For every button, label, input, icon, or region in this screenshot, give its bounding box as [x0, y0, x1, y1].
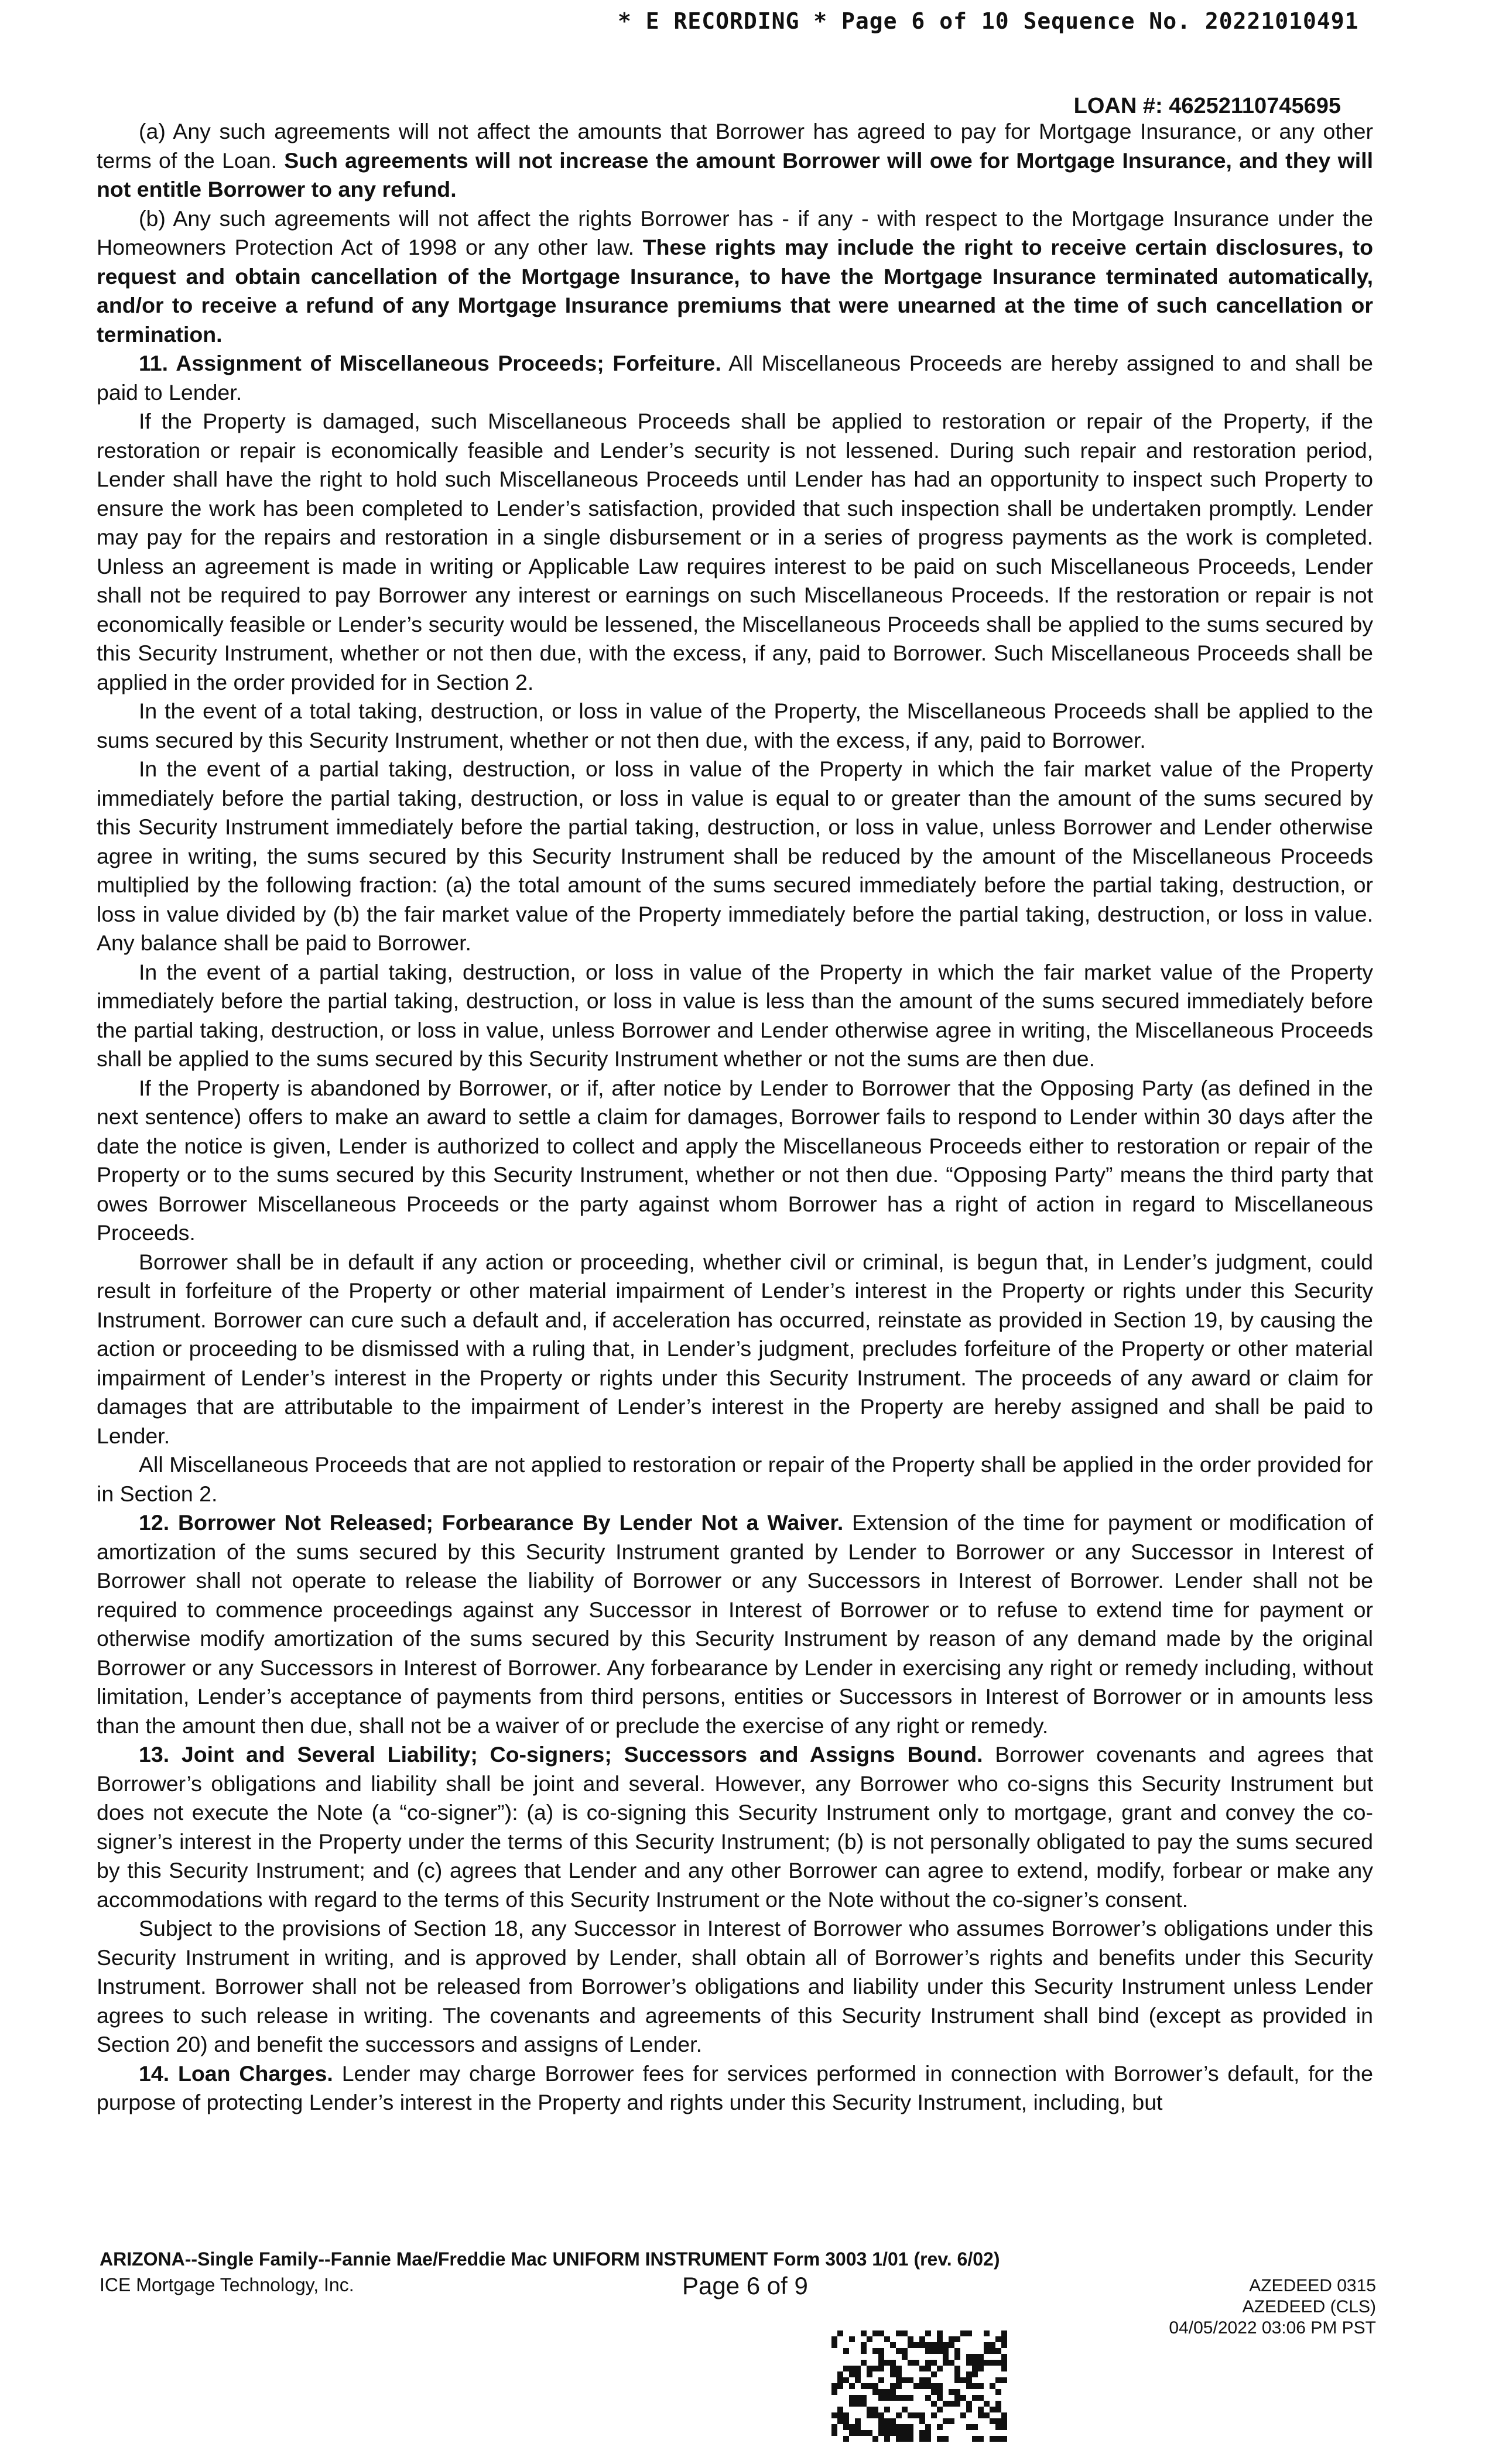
paragraph-a: (a) Any such agreements will not affect the amounts that Borrower has agreed to pay for Mortgage Insurance, or any other terms of the Loan. Such agreements will not increase the amount Borrower will owe for Mortgage Insurance, and they will not entitle Borrower to any refund.	[97, 119, 1373, 201]
qr-barcode-icon	[831, 2330, 1007, 2442]
recording-header: * E RECORDING * Page 6 of 10 Sequence No. 20221010491	[618, 8, 1359, 34]
form-code: AZEDEED 0315	[1249, 2276, 1376, 2295]
loan-number: LOAN #: 46252110745695	[1073, 94, 1341, 118]
paragraph-b: (b) Any such agreements will not affect the rights Borrower has - if any - with respect to the Mortgage Insurance under the Homeowners Protection Act of 1998 or any other law. These rights may include the right to receive certain disclosures, to request and obtain cancellation of the Mortgage Insurance, to have the Mortgage Insurance terminated automatically, and/or to receive a refund of any Mortgage Insurance premiums that were unearned at the time of such cancellation or termination.	[97, 206, 1373, 347]
section-14: 14. Loan Charges. Lender may charge Borrower fees for services performed in connection with Borrower’s default, for the purpose of protecting Lender’s interest in the Property and rights under this Security Instrument, including, but	[97, 2061, 1373, 2114]
section-11-paragraph: In the event of a total taking, destruction, or loss in value of the Property, the Miscellaneous Proceeds shall be applied to the sums secured by this Security Instrument, whether or not then due, with the excess, if any, paid to Borrower.	[97, 699, 1373, 752]
document-body	[97, 117, 1373, 2117]
section-11-heading: 11. Assignment of Miscellaneous Proceeds; Forfeiture.	[139, 351, 721, 375]
section-11: 11. Assignment of Miscellaneous Proceeds; Forfeiture. All Miscellaneous Proceeds are hereby assigned to and shall be paid to Lender.	[97, 351, 1373, 405]
section-11-paragraph: If the Property is abandoned by Borrower, or if, after notice by Lender to Borrower that the Opposing Party (as defined in the next sentence) offers to make an award to settle a claim for damages, Borrower fails to respond to Lender within 30 days after the date the notice is given, Lender is authorized to collect and apply the Miscellaneous Proceeds either to restoration or repair of the Property or to the sums secured by this Security Instrument, whether or not then due. “Opposing Party” means the third party that owes Borrower Miscellaneous Proceeds or the party against whom Borrower has a right of action in regard to Miscellaneous Proceeds.	[97, 1075, 1373, 1245]
form-code-cls: AZEDEED (CLS)	[1242, 2297, 1376, 2316]
section-11-paragraph: In the event of a partial taking, destruction, or loss in value of the Property in which the fair market value of the Property immediately before the partial taking, destruction, or loss in value is equal to or greater than the amount of the sums secured by this Security Instrument immediately before the partial taking, destruction, or loss in value, unless Borrower and Lender otherwise agree in writing, the sums secured by this Security Instrument shall be reduced by the amount of the Miscellaneous Proceeds multiplied by the following fraction: (a) the total amount of the sums secured immediately before the partial taking, destruction, or loss in value divided by (b) the fair market value of the Property immediately before the partial taking, destruction, or loss in value. Any balance shall be paid to Borrower.	[97, 757, 1373, 955]
section-13-paragraph: Subject to the provisions of Section 18, any Successor in Interest of Borrower who assumes Borrower’s obligations under this Security Instrument in writing, and is approved by Lender, shall obtain all of Borrower’s rights and benefits under this Security Instrument. Borrower shall not be released from Borrower’s obligations and liability under this Security Instrument unless Lender agrees to such release in writing. The covenants and agreements of this Security Instrument shall bind (except as provided in Section 20) and benefit the successors and assigns of Lender.	[97, 1916, 1373, 2056]
section-14-heading: 14. Loan Charges.	[139, 2061, 333, 2086]
company-name: ICE Mortgage Technology, Inc.	[100, 2274, 354, 2295]
section-11-paragraph: If the Property is damaged, such Miscellaneous Proceeds shall be applied to restoration or repair of the Property, if the restoration or repair is economically feasible and Lender’s security is not lessened. During such repair and restoration period, Lender shall have the right to hold such Miscellaneous Proceeds until Lender has had an opportunity to inspect such Property to ensure the work has been completed to Lender’s satisfaction, provided that such inspection shall be undertaken promptly. Lender may pay for the repairs and restoration in a single disbursement or in a series of progress payments as the work is completed. Unless an agreement is made in writing or Applicable Law requires interest to be paid on such Miscellaneous Proceeds, Lender shall not be required to pay Borrower any interest or earnings on such Miscellaneous Proceeds. If the restoration or repair is not economically feasible or Lender’s security would be lessened, the Miscellaneous Proceeds shall be applied to the sums secured by this Security Instrument, whether or not then due, with the excess, if any, paid to Borrower. Such Miscellaneous Proceeds shall be applied in the order provided for in Section 2.	[97, 409, 1373, 694]
print-datetime: 04/05/2022 03:06 PM PST	[1169, 2318, 1376, 2338]
page-number: Page 6 of 9	[682, 2272, 808, 2299]
section-13-heading: 13. Joint and Several Liability; Co-signers; Successors and Assigns Bound.	[139, 1742, 983, 1767]
section-11-paragraph: In the event of a partial taking, destruction, or loss in value of the Property in which the fair market value of the Property immediately before the partial taking, destruction, or loss in value is less than the amount of the sums secured immediately before the partial taking, destruction, or loss in value, unless Borrower and Lender otherwise agree in writing, the Miscellaneous Proceeds shall be applied to the sums secured by this Security Instrument whether or not the sums are then due.	[97, 959, 1373, 1071]
form-title: ARIZONA--Single Family--Fannie Mae/Freddie Mac UNIFORM INSTRUMENT Form 3003 1/01 (rev. 6/02)	[100, 2249, 1000, 2270]
section-11-paragraph: All Miscellaneous Proceeds that are not applied to restoration or repair of the Property shall be applied in the order provided for in Section 2.	[97, 1452, 1373, 1506]
section-12: 12. Borrower Not Released; Forbearance By Lender Not a Waiver. Extension of the time for payment or modification of amortization of the sums secured by this Security Instrument granted by Lender to Borrower or any Successor in Interest of Borrower shall not operate to release the liability of Borrower or any Successors in Interest of Borrower. Lender shall not be required to commence proceedings against any Successor in Interest of Borrower or to refuse to extend time for payment or otherwise modify amortization of the sums secured by this Security Instrument by reason of any demand made by the original Borrower or any Successors in Interest of Borrower. Any forbearance by Lender in exercising any right or remedy including, without limitation, Lender’s acceptance of payments from third persons, entities or Successors in Interest of Borrower or in amounts less than the amount then due, shall not be a waiver of or preclude the exercise of any right or remedy.	[97, 1510, 1374, 1738]
section-13: 13. Joint and Several Liability; Co-signers; Successors and Assigns Bound. Borrower covenants and agrees that Borrower’s obligations and liability shall be joint and several. However, any Borrower who co-signs this Security Instrument but does not execute the Note (a “co-signer”): (a) is co-signing this Security Instrument only to mortgage, grant and convey the co-signer’s interest in the Property under the terms of this Security Instrument; (b) is not personally obligated to pay the sums secured by this Security Instrument; and (c) agrees that Lender and any other Borrower can agree to extend, modify, forbear or make any accommodations with regard to the terms of this Security Instrument or the Note without the co-signer’s consent.	[97, 1742, 1373, 1912]
form-codes	[1169, 2275, 1376, 2339]
section-12-heading: 12. Borrower Not Released; Forbearance By Lender Not a Waiver.	[139, 1510, 844, 1535]
section-11-paragraph: Borrower shall be in default if any action or proceeding, whether civil or criminal, is begun that, in Lender’s judgment, could result in forfeiture of the Property or other material impairment of Lender’s interest in the Property or rights under this Security Instrument. Borrower can cure such a default and, if acceleration has occurred, reinstate as provided in Section 19, by causing the action or proceeding to be dismissed with a ruling that, in Lender’s judgment, precludes forfeiture of the Property or other material impairment of Lender’s interest in the Property or rights under this Security Instrument. The proceeds of any award or claim for damages that are attributable to the impairment of Lender’s interest in the Property are hereby assigned and shall be paid to Lender.	[97, 1249, 1373, 1448]
